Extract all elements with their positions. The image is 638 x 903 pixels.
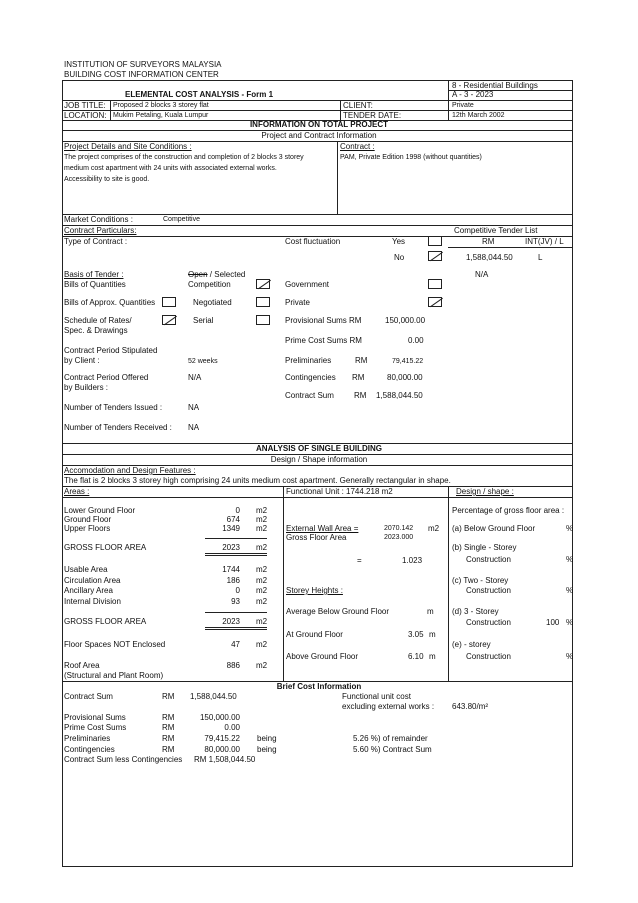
at-ground-floor-value: 3.05 [408, 630, 424, 639]
roof-area-label: Roof Area [64, 661, 100, 670]
circulation-area-value: 186 [226, 576, 240, 585]
info-title: INFORMATION ON TOTAL PROJECT [249, 120, 389, 129]
ground-floor-unit: m2 [256, 515, 268, 524]
floor-spaces-not-enclosed-value: 47 [231, 640, 240, 649]
tender-amount-l: L [538, 253, 543, 262]
brief-preliminaries-rm: RM [162, 734, 175, 743]
fluctuation-no-label: No [394, 253, 405, 262]
open-selected [188, 270, 245, 280]
design-shape-title: Design / shape : [456, 487, 514, 496]
project-details-line-3: Accessibility to site is good. [64, 176, 150, 183]
upper-floors-label: Upper Floors [64, 524, 111, 533]
lower-ground-floor-unit: m2 [256, 506, 268, 515]
ratio-equals: = [357, 556, 362, 565]
upper-floors-unit: m2 [256, 524, 268, 533]
lower-ground-floor-value: 0 [235, 506, 240, 515]
tender-list-int-header: INT(JV) / L [525, 237, 564, 246]
brief-contingencies-rm: RM [162, 745, 175, 754]
period-offered-value: N/A [188, 373, 202, 382]
gross-floor-area-2-unit: m2 [256, 617, 268, 626]
usable-area-label: Usable Area [64, 565, 108, 574]
gfa-ratio-value: 2023.000 [384, 534, 414, 541]
analysis-title: ANALYSIS OF SINGLE BUILDING [256, 444, 382, 453]
job-title-label: JOB TITLE: [64, 101, 106, 110]
functional-unit-cost-label-2: excluding external works : [342, 702, 435, 711]
market-conditions-value: Competitive [163, 216, 200, 223]
storey-heights-title: Storey Heights : [286, 586, 343, 595]
brief-provisional-sums-rm: RM [162, 713, 175, 722]
accommodation-title: Accomodation and Design Features : [64, 466, 196, 475]
floor-spaces-not-enclosed-label: Floor Spaces NOT Enclosed [64, 640, 166, 649]
internal-division-value: 93 [231, 597, 240, 606]
client-label: CLIENT: [343, 101, 373, 110]
tender-list-rm-header: RM [482, 237, 495, 246]
serial-checkbox[interactable] [256, 315, 270, 325]
circulation-area-unit: m2 [256, 576, 268, 585]
single-storey-pct: % [566, 555, 574, 564]
client-value: Private [452, 102, 474, 109]
brief-contract-sum-rm: RM [162, 692, 175, 701]
brief-prime-cost-label: Prime Cost Sums [64, 723, 127, 732]
avg-below-ground-unit: m [427, 607, 434, 616]
cost-fluctuation-label: Cost fluctuation [285, 237, 341, 246]
tenders-issued-value: NA [188, 403, 200, 412]
brief-prime-cost-rm: RM [162, 723, 175, 732]
tender-list-na: N/A [475, 270, 489, 279]
info-subtitle: Project and Contract Information [261, 131, 377, 140]
contract-particulars-title: Contract Particulars: [64, 226, 137, 235]
other-storey-pct: % [566, 652, 574, 661]
reference-number: A - 3 - 2023 [452, 90, 494, 99]
floor-spaces-not-enclosed-unit: m2 [256, 640, 268, 649]
internal-division-label: Internal Division [64, 597, 121, 606]
period-stipulated-label-1: Contract Period Stipulated [64, 346, 158, 355]
gfa-ratio-label: Gross Floor Area [286, 533, 347, 542]
preliminaries-rm: RM [355, 356, 368, 365]
areas-title: Areas : [64, 487, 90, 496]
gross-floor-area-2-label: GROSS FLOOR AREA [64, 617, 147, 626]
tenders-issued-label: Number of Tenders Issued : [64, 403, 163, 412]
preliminaries-label: Preliminaries [285, 356, 332, 365]
market-conditions-label: Market Conditions : [64, 215, 133, 224]
schedule-of-rates-label: Schedule of Rates/ [64, 316, 132, 325]
brief-provisional-sums-label: Provisional Sums [64, 713, 126, 722]
form-title: ELEMENTAL COST ANALYSIS - Form 1 [125, 90, 274, 99]
above-ground-floor-label: Above Ground Floor [286, 652, 359, 661]
external-wall-area-label: External Wall Area = [286, 524, 359, 533]
other-storey-construction: Construction [466, 652, 511, 661]
contract-sum-value: 1,588,044.50 [376, 391, 423, 400]
basis-of-tender-label: Basis of Tender : [64, 270, 124, 279]
roof-area-value: 886 [226, 661, 240, 670]
below-ground-floor-pct: % [566, 524, 574, 533]
brief-contingencies-pct: 5.60 %) Contract Sum [353, 745, 432, 754]
gross-floor-area-unit: m2 [256, 543, 268, 552]
competition-label: Competition [188, 280, 231, 289]
brief-preliminaries-value: 79,415.22 [204, 734, 240, 743]
contract-sum-less-contingencies-label: Contract Sum less Contingencies [64, 755, 183, 764]
brief-prime-cost-value: 0.00 [224, 723, 240, 732]
fluctuation-yes-label: Yes [392, 237, 406, 246]
type-of-contract-label: Type of Contract : [64, 237, 128, 246]
gross-floor-area-2-value: 2023 [222, 617, 240, 626]
below-ground-floor-label: (a) Below Ground Floor [452, 524, 536, 533]
structural-plant-room-label: (Structural and Plant Room) [64, 671, 164, 680]
bills-of-quantities-label: Bills of Quantities [64, 280, 126, 289]
at-ground-floor-label: At Ground Floor [286, 630, 343, 639]
accommodation-text: The flat is 2 blocks 3 storey high comprising 24 units medium cost apartment. Generally rectangular in shape. [64, 476, 451, 485]
roof-area-unit: m2 [256, 661, 268, 670]
tenders-received-value: NA [188, 423, 200, 432]
internal-division-unit: m2 [256, 597, 268, 606]
pct-gfa-title: Percentage of gross floor area : [452, 506, 565, 515]
job-title: Proposed 2 blocks 3 storey flat [113, 102, 209, 109]
brief-contingencies-being: being [257, 745, 277, 754]
gross-floor-area-value: 2023 [222, 543, 240, 552]
serial-label: Serial [193, 316, 214, 325]
center-name: BUILDING COST INFORMATION CENTER [64, 70, 219, 79]
usable-area-value: 1744 [222, 565, 240, 574]
single-storey-label: (b) Single - Storey [452, 543, 517, 552]
period-stipulated-value: 52 weeks [188, 358, 218, 365]
contract-sum-label: Contract Sum [285, 391, 334, 400]
brief-preliminaries-pct: 5.26 %) of remainder [353, 734, 428, 743]
ancillary-area-value: 0 [235, 586, 240, 595]
tenders-received-label: Number of Tenders Received : [64, 423, 172, 432]
location-value: Mukim Petaling, Kuala Lumpur [113, 112, 209, 119]
wall-floor-ratio-value: 1.023 [402, 556, 423, 565]
lower-ground-floor-label: Lower Ground Floor [64, 506, 136, 515]
brief-preliminaries-being: being [257, 734, 277, 743]
brief-provisional-sums-value: 150,000.00 [199, 713, 240, 722]
usable-area-unit: m2 [256, 565, 268, 574]
brief-title: Brief Cost Information [276, 682, 362, 691]
three-storey-construction: Construction [466, 618, 511, 627]
external-wall-area-unit: m2 [428, 524, 440, 533]
analysis-subtitle: Design / Shape information [270, 455, 368, 464]
building-category: 8 - Residential Buildings [452, 81, 538, 90]
contingencies-value: 80,000.00 [387, 373, 423, 382]
project-details-line-1: The project comprises of the construction and completion of 2 blocks 3 storey [64, 154, 304, 161]
tender-date: 12th March 2002 [452, 112, 505, 119]
spec-drawings-label: Spec. & Drawings [64, 326, 128, 335]
external-wall-area-value: 2070.142 [384, 525, 414, 532]
brief-contingencies-label: Contingencies [64, 745, 115, 754]
project-details-line-2: medium cost apartment with 24 units with associated external works. [64, 165, 277, 172]
three-storey-label: (d) 3 - Storey [452, 607, 499, 616]
contingencies-label: Contingencies [285, 373, 336, 382]
contract-title: Contract : [340, 142, 375, 151]
ground-floor-value: 674 [226, 515, 240, 524]
circulation-area-label: Circulation Area [64, 576, 121, 585]
brief-contract-sum-value: 1,588,044.50 [190, 692, 237, 701]
two-storey-pct: % [566, 586, 574, 595]
private-checkbox[interactable] [428, 297, 442, 307]
tender-date-label: TENDER DATE: [343, 111, 402, 120]
above-ground-floor-unit: m [429, 652, 436, 661]
ground-floor-label: Ground Floor [64, 515, 112, 524]
fluctuation-no-checkbox[interactable] [428, 251, 442, 261]
brief-contract-sum-label: Contract Sum [64, 692, 113, 701]
ancillary-area-label: Ancillary Area [64, 586, 113, 595]
brief-preliminaries-label: Preliminaries [64, 734, 111, 743]
negotiated-checkbox[interactable] [256, 297, 270, 307]
functional-unit-cost-label-1: Functional unit cost [342, 692, 411, 701]
contract-sum-less-contingencies-value: RM 1,508,044.50 [194, 755, 256, 764]
functional-unit-cost-value: 643.80/m² [452, 702, 489, 711]
two-storey-construction: Construction [466, 586, 511, 595]
location-label: LOCATION: [64, 111, 107, 120]
period-offered-label-1: Contract Period Offered [64, 373, 149, 382]
contract-text: PAM, Private Edition 1998 (without quantities) [340, 154, 482, 161]
contingencies-rm: RM [352, 373, 365, 382]
provisional-sums-label: Provisional Sums RM [285, 316, 362, 325]
institution-name: INSTITUTION OF SURVEYORS MALAYSIA [64, 60, 222, 69]
brief-contingencies-value: 80,000.00 [204, 745, 240, 754]
tender-amount: 1,588,044.50 [466, 253, 513, 262]
ancillary-area-unit: m2 [256, 586, 268, 595]
contract-sum-rm: RM [354, 391, 367, 400]
at-ground-floor-unit: m [429, 630, 436, 639]
bills-approx-checkbox[interactable] [162, 297, 176, 307]
private-label: Private [285, 298, 310, 307]
period-offered-label-2: by Builders : [64, 383, 109, 392]
provisional-sums-value: 150,000.00 [385, 316, 426, 325]
fluctuation-yes-checkbox[interactable] [428, 236, 442, 246]
period-stipulated-label-2: by Client : [64, 356, 100, 365]
preliminaries-value: 79,415.22 [392, 358, 424, 365]
project-details-title: Project Details and Site Conditions : [64, 142, 192, 151]
three-storey-pct: % [566, 618, 574, 627]
bills-approx-label: Bills of Approx. Quantities [64, 298, 156, 307]
upper-floors-value: 1349 [222, 524, 240, 533]
above-ground-floor-value: 6.10 [408, 652, 424, 661]
prime-cost-sums-label: Prime Cost Sums RM [285, 336, 362, 345]
three-storey-value: 100 [546, 618, 560, 627]
government-label: Government [285, 280, 330, 289]
government-checkbox[interactable] [428, 279, 442, 289]
competitive-tender-list-title: Competitive Tender List [454, 226, 538, 235]
other-storey-label: (e) - storey [452, 640, 491, 649]
selected-option: / Selected [207, 270, 246, 279]
open-option: Open [188, 270, 208, 279]
gross-floor-area-label: GROSS FLOOR AREA [64, 543, 147, 552]
competition-checkbox[interactable] [256, 279, 270, 289]
negotiated-label: Negotiated [193, 298, 232, 307]
functional-unit: Functional Unit : 1744.218 m2 [286, 487, 393, 496]
single-storey-construction: Construction [466, 555, 511, 564]
two-storey-label: (c) Two - Storey [452, 576, 509, 585]
prime-cost-sums-value: 0.00 [408, 336, 424, 345]
avg-below-ground-label: Average Below Ground Floor [286, 607, 390, 616]
schedule-of-rates-checkbox[interactable] [162, 315, 176, 325]
